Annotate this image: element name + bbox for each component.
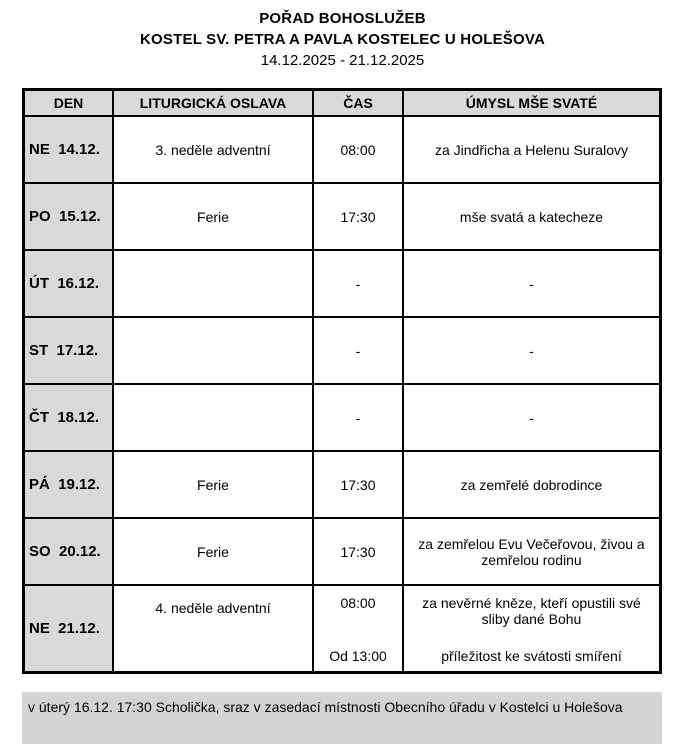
day-cell: PO 15.12. xyxy=(25,184,114,251)
table-row xyxy=(25,586,659,671)
celebration-cell: 3. neděle adventní xyxy=(114,117,314,184)
column-header-time: ČAS xyxy=(314,91,404,117)
celebration-cell xyxy=(114,251,314,318)
intention-cell: - xyxy=(404,385,659,452)
day-cell: SO 20.12. xyxy=(25,519,114,586)
time-entry: 08:00 xyxy=(340,595,376,611)
column-header-celebration: LITURGICKÁ OSLAVA xyxy=(114,91,314,117)
table-row xyxy=(25,318,659,385)
announcement-note: v úterý 16.12. 17:30 Scholička, sraz v zasedací místnosti Obecního úřadu v Kostelci u Holešova xyxy=(22,692,662,744)
intention-entry: za nevěrné kněze, kteří opustili své sliby dané Bohu xyxy=(422,595,641,627)
church-name: KOSTEL SV. PETRA A PAVLA KOSTELEC U HOLEŠOVA xyxy=(140,31,545,48)
intention-cell: mše svatá a katecheze xyxy=(404,184,659,251)
celebration-cell xyxy=(114,318,314,385)
time-cell: 17:30 xyxy=(314,184,404,251)
intention-cell xyxy=(404,586,659,671)
column-header-intention: ÚMYSL MŠE SVATÉ xyxy=(404,91,659,117)
table-row xyxy=(25,184,659,251)
time-cell: 17:30 xyxy=(314,452,404,519)
day-cell: PÁ 19.12. xyxy=(25,452,114,519)
column-header-day: DEN xyxy=(25,91,114,117)
time-entry: Od 13:00 xyxy=(329,648,387,664)
intention-cell: - xyxy=(404,318,659,385)
day-cell: ÚT 16.12. xyxy=(25,251,114,318)
time-cell: - xyxy=(314,385,404,452)
table-header-row xyxy=(25,91,659,117)
intention-cell: - xyxy=(404,251,659,318)
time-cell: - xyxy=(314,318,404,385)
celebration-cell: Ferie xyxy=(114,184,314,251)
time-cell: 17:30 xyxy=(314,519,404,586)
intention-cell: za zemřelou Evu Večeřovou, živou a zemřelou rodinu xyxy=(404,519,659,586)
schedule-table xyxy=(22,88,662,674)
intention-cell: za zemřelé dobrodince xyxy=(404,452,659,519)
document-header xyxy=(0,0,685,71)
celebration-cell: 4. neděle adventní xyxy=(114,586,314,671)
celebration-cell: Ferie xyxy=(114,519,314,586)
celebration-cell xyxy=(114,385,314,452)
table-row xyxy=(25,117,659,184)
time-cell: - xyxy=(314,251,404,318)
table-row xyxy=(25,385,659,452)
day-cell: NE 14.12. xyxy=(25,117,114,184)
day-cell: ST 17.12. xyxy=(25,318,114,385)
table-row xyxy=(25,251,659,318)
intention-entry: příležitost ke svátosti smíření xyxy=(441,648,622,664)
day-cell: ČT 18.12. xyxy=(25,385,114,452)
page-title: POŘAD BOHOSLUŽEB xyxy=(259,10,426,27)
date-range: 14.12.2025 - 21.12.2025 xyxy=(260,52,425,69)
celebration-cell: Ferie xyxy=(114,452,314,519)
time-cell xyxy=(314,586,404,671)
time-cell: 08:00 xyxy=(314,117,404,184)
table-row xyxy=(25,519,659,586)
table-row xyxy=(25,452,659,519)
intention-cell: za Jindřicha a Helenu Suralovy xyxy=(404,117,659,184)
day-cell: NE 21.12. xyxy=(25,586,114,671)
